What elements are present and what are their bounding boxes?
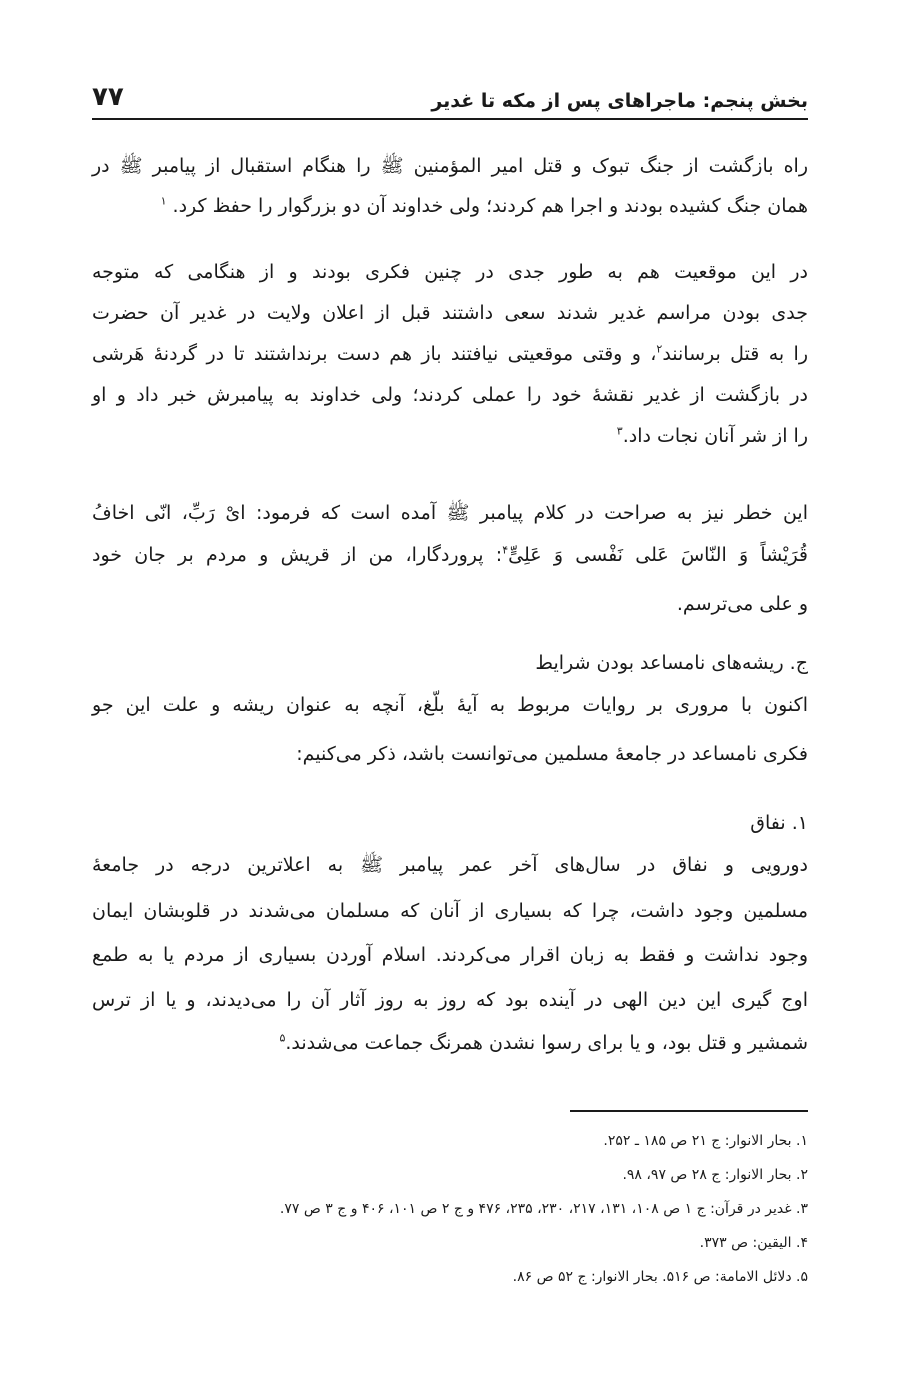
text-run: را به قتل برسانند bbox=[662, 343, 808, 365]
paragraph-5-line-5 bbox=[92, 1028, 808, 1058]
footnote-marker[interactable]: ۴ bbox=[502, 543, 509, 557]
paragraph-5-line-3: وجود نداشت و فقط به زبان اقرار می‌کردند. اسلام آوردن بسیاری از مردم یا به طمع bbox=[92, 944, 808, 966]
text-run: : پروردگارا، من از قریش و مردم بر جان خود bbox=[92, 544, 503, 566]
paragraph-3-line-2 bbox=[92, 540, 808, 570]
paragraph-4-line-2: فکری نامساعد در جامعهٔ مسلمین می‌توانست باشد، ذکر می‌کنیم: bbox=[296, 743, 808, 765]
text-run: ، و وقتی موقعیتی نیافتند باز هم دست برنداشتند تا در گردنهٔ هَرشی bbox=[92, 343, 657, 365]
paragraph-2-line-1: در این موقعیت هم به طور جدی در چنین فکری بودند و از هنگامی که متوجه bbox=[92, 261, 808, 283]
paragraph-1-line-2 bbox=[92, 191, 808, 221]
paragraph-5-line-4: اوج گیری این دین الهی در آینده بود که روز به روز آثار آن را می‌دیدند، و یا از ترس bbox=[92, 989, 808, 1011]
paragraph-3-line-3: و علی می‌ترسم. bbox=[676, 593, 808, 615]
text-run: شمشیر و قتل بود، و یا برای رسوا نشدن همرنگ جماعت می‌شدند. bbox=[285, 1032, 808, 1054]
footnote-marker[interactable]: ۱ bbox=[160, 194, 167, 208]
section-heading-c: ج. ریشه‌های نامساعد بودن شرایط bbox=[535, 652, 808, 674]
paragraph-1-line-1: راه بازگشت از جنگ تبوک و قتل امیر المؤمنین ﷺ را هنگام استقبال از پیامبر ﷺ در bbox=[92, 155, 808, 177]
footnote-1: ۱. بحار الانوار: ج ۲۱ ص ۱۸۵ ـ ۲۵۲. bbox=[603, 1133, 808, 1149]
paragraph-2-line-2: جدی بودن مراسم غدیر شدند سعی داشتند قبل از اعلان ولایت در غدیر آن حضرت bbox=[92, 302, 808, 324]
paragraph-5-line-2: مسلمین وجود داشت، چرا که بسیاری از آنان که مسلمان می‌شدند در قلوبشان ایمان bbox=[92, 900, 808, 922]
text-run: را از شر آنان نجات داد. bbox=[622, 425, 808, 447]
arabic-quote: قُرَیْشاً وَ النّاسَ عَلی نَفْسی وَ عَلِیٍّ bbox=[508, 544, 809, 566]
paragraph-2-line-5 bbox=[92, 421, 808, 451]
footnote-4: ۴. الیقین: ص ۳۷۳. bbox=[699, 1235, 808, 1251]
running-header bbox=[92, 76, 808, 112]
text-run: همان جنگ کشیده بودند و اجرا هم کردند؛ ولی خداوند آن دو بزرگوار را حفظ کرد. bbox=[172, 195, 808, 217]
footnote-marker[interactable]: ۲ bbox=[656, 342, 663, 356]
footnote-rule bbox=[570, 1110, 808, 1112]
footnote-marker[interactable]: ۵ bbox=[279, 1031, 286, 1045]
book-page bbox=[92, 0, 808, 1390]
chapter-title: بخش پنجم: ماجراهای پس از مکه تا غدیر bbox=[431, 90, 808, 112]
header-rule bbox=[92, 118, 808, 120]
footnote-marker[interactable]: ۳ bbox=[616, 424, 623, 438]
footnote-3: ۳. غدیر در قرآن: ج ۱ ص ۱۰۸، ۱۳۱، ۲۱۷، ۲۳۰، ۲۳۵، ۴۷۶ و ج ۲ ص ۱۰۱، ۴۰۶ و ج ۳ ص ۷۷. bbox=[279, 1201, 808, 1217]
footnote-2: ۲. بحار الانوار: ج ۲۸ ص ۹۷، ۹۸. bbox=[622, 1167, 808, 1183]
paragraph-5-line-1: دورویی و نفاق در سال‌های آخر عمر پیامبر ﷺ به اعلاترین درجه در جامعهٔ bbox=[92, 854, 808, 876]
section-heading-1: ۱. نفاق bbox=[750, 812, 808, 834]
footnote-5: ۵. دلائل الامامة: ص ۵۱۶. بحار الانوار: ج ۵۲ ص ۸۶. bbox=[512, 1269, 808, 1285]
paragraph-2-line-3 bbox=[92, 339, 808, 369]
paragraph-3-line-1: این خطر نیز به صراحت در کلام پیامبر ﷺ آمده است که فرمود: ایْ رَبِّ، انّی اخافُ bbox=[92, 502, 808, 524]
page-number: ۷۷ bbox=[92, 82, 124, 112]
paragraph-2-line-4: در بازگشت از غدیر نقشهٔ خود را عملی کردند؛ ولی خداوند به پیامبرش خبر داد و او bbox=[92, 384, 808, 406]
paragraph-4-line-1: اکنون با مروری بر روایات مربوط به آیهٔ بلّغ، آنچه به عنوان ریشه و علت این جو bbox=[92, 694, 808, 716]
